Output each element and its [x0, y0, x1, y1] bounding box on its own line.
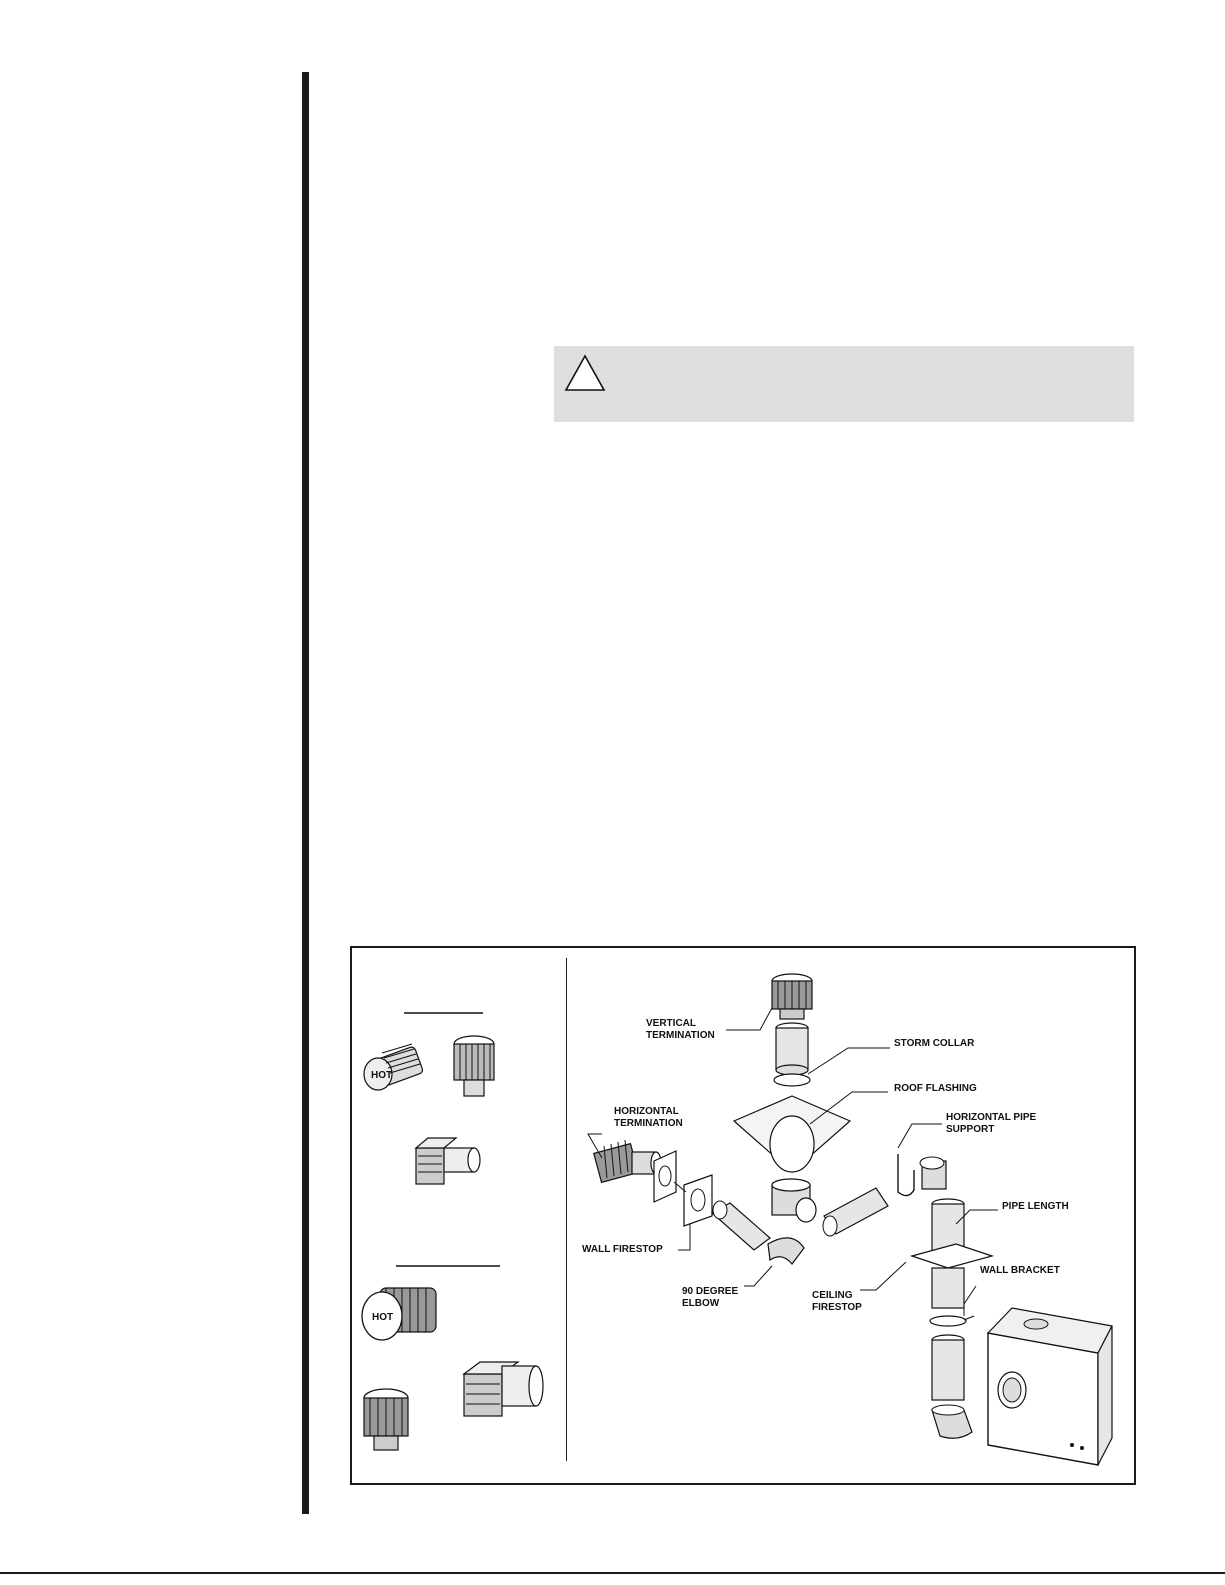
wall-bracket-part: [930, 1316, 974, 1326]
small-vertical-cap-icon: [454, 1036, 494, 1096]
pipe-below-ceiling: [932, 1268, 964, 1308]
label-90-degree-elbow-1: 90 DEGREE: [682, 1286, 739, 1297]
label-horizontal-termination-2: TERMINATION: [614, 1118, 683, 1129]
venting-components-figure: [350, 946, 1136, 1485]
label-wall-firestop: WALL FIRESTOP: [582, 1244, 663, 1255]
large-hood-termination-icon: [464, 1362, 543, 1416]
label-ceiling-firestop-2: FIRESTOP: [812, 1302, 862, 1313]
large-horizontal-cap-icon: [362, 1288, 436, 1340]
horizontal-pipe-right: [823, 1188, 888, 1236]
hot-label-large: HOT: [372, 1312, 394, 1323]
label-wall-bracket: WALL BRACKET: [980, 1265, 1060, 1276]
label-vertical-termination-1: VERTICAL: [646, 1018, 696, 1029]
bottom-page-rule: [0, 1572, 1225, 1574]
large-vertical-cap-icon: [364, 1389, 408, 1450]
label-90-degree-elbow-2: ELBOW: [682, 1298, 720, 1309]
horizontal-pipe-left: [712, 1201, 770, 1250]
vertical-termination-cap: [772, 974, 812, 1019]
stove-unit: [988, 1308, 1112, 1465]
small-horizontal-cap-icon: [364, 1044, 424, 1090]
label-horizontal-pipe-support-1: HORIZONTAL PIPE: [946, 1112, 1037, 1123]
label-horizontal-termination-1: HORIZONTAL: [614, 1106, 679, 1117]
label-pipe-length: PIPE LENGTH: [1002, 1201, 1069, 1212]
warning-box: [554, 346, 1134, 422]
elbow-upper-right: [920, 1157, 946, 1189]
venting-diagram: [352, 948, 1134, 1483]
label-vertical-termination-2: TERMINATION: [646, 1030, 715, 1041]
tee-fitting: [772, 1179, 816, 1222]
horizontal-termination-cap: [594, 1140, 661, 1182]
wall-firestop-part: [654, 1151, 712, 1226]
vertical-pipe-top: [776, 1023, 808, 1075]
label-roof-flashing: ROOF FLASHING: [894, 1083, 977, 1094]
label-storm-collar: STORM COLLAR: [894, 1038, 975, 1049]
horizontal-pipe-support-part: [898, 1154, 914, 1196]
hot-label-small: HOT: [371, 1070, 393, 1081]
bottom-elbow: [932, 1405, 972, 1438]
lower-pipe: [932, 1335, 964, 1400]
left-margin-rule: [302, 72, 309, 1514]
elbow-90-part: [768, 1238, 804, 1264]
storm-collar-part: [774, 1074, 810, 1086]
small-hood-termination-icon: [416, 1138, 480, 1184]
warning-triangle-icon: [564, 354, 606, 392]
label-horizontal-pipe-support-2: SUPPORT: [946, 1124, 995, 1135]
label-ceiling-firestop-1: CEILING: [812, 1290, 853, 1301]
